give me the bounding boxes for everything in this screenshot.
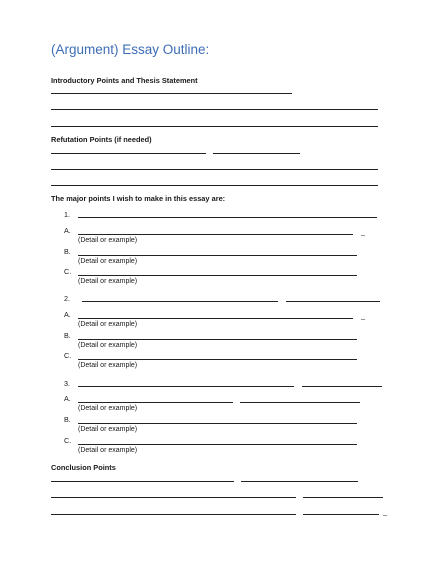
- point-3a-line-b[interactable]: [240, 402, 360, 403]
- point-1c-detail: (Detail or example): [78, 278, 138, 285]
- point-1b-marker: B.: [64, 247, 71, 256]
- point-3-number: 3.: [64, 379, 70, 388]
- point-3a-line-a[interactable]: [78, 402, 233, 403]
- point-3c-marker: C.: [64, 436, 72, 445]
- point-3-line-a[interactable]: [78, 386, 294, 387]
- point-2a-marker: A.: [64, 310, 71, 319]
- point-1a-detail: (Detail or example): [78, 237, 138, 244]
- point-2c-line[interactable]: [78, 359, 357, 360]
- point-2c-detail: (Detail or example): [78, 362, 138, 369]
- conclusion-dash: _: [383, 507, 387, 516]
- refutation-heading: Refutation Points (if needed): [51, 135, 152, 144]
- point-2-line-a[interactable]: [82, 301, 278, 302]
- refutation-line-1b[interactable]: [213, 153, 300, 154]
- conclusion-line-1b[interactable]: [241, 481, 358, 482]
- point-3b-line[interactable]: [78, 423, 357, 424]
- conclusion-line-1a[interactable]: [51, 481, 234, 482]
- intro-line-3[interactable]: [51, 126, 378, 127]
- point-2b-line[interactable]: [78, 339, 357, 340]
- point-3c-line[interactable]: [78, 444, 357, 445]
- point-3b-marker: B.: [64, 415, 71, 424]
- point-2b-marker: B.: [64, 331, 71, 340]
- point-1a-line[interactable]: [78, 234, 353, 235]
- point-1a-dash: _: [361, 227, 365, 236]
- point-2a-line[interactable]: [78, 318, 353, 319]
- point-1b-line[interactable]: [78, 255, 357, 256]
- conclusion-line-3b[interactable]: [303, 514, 379, 515]
- conclusion-heading: Conclusion Points: [51, 463, 116, 472]
- point-3a-detail: (Detail or example): [78, 405, 138, 412]
- point-1-number: 1.: [64, 210, 70, 219]
- point-1c-line[interactable]: [78, 275, 357, 276]
- point-2-number: 2.: [64, 294, 70, 303]
- refutation-line-3[interactable]: [51, 185, 378, 186]
- point-1b-detail: (Detail or example): [78, 258, 138, 265]
- major-heading: The major points I wish to make in this essay are:: [51, 194, 226, 203]
- intro-line-1[interactable]: [51, 93, 292, 94]
- refutation-line-1a[interactable]: [51, 153, 206, 154]
- conclusion-line-3a[interactable]: [51, 514, 296, 515]
- point-1-line[interactable]: [78, 217, 377, 218]
- point-3a-marker: A.: [64, 394, 71, 403]
- point-2c-marker: C.: [64, 351, 72, 360]
- point-3b-detail: (Detail or example): [78, 426, 138, 433]
- conclusion-line-2a[interactable]: [51, 497, 296, 498]
- point-1a-marker: A.: [64, 226, 71, 235]
- point-2a-detail: (Detail or example): [78, 321, 138, 328]
- page-title: (Argument) Essay Outline:: [51, 42, 210, 57]
- point-2a-dash: _: [361, 311, 365, 320]
- point-1c-marker: C.: [64, 267, 72, 276]
- point-2b-detail: (Detail or example): [78, 342, 138, 349]
- point-3c-detail: (Detail or example): [78, 447, 138, 454]
- point-3-line-b[interactable]: [302, 386, 382, 387]
- conclusion-line-2b[interactable]: [303, 497, 383, 498]
- intro-heading: Introductory Points and Thesis Statement: [51, 76, 198, 85]
- intro-line-2[interactable]: [51, 109, 378, 110]
- refutation-line-2[interactable]: [51, 169, 378, 170]
- point-2-line-b[interactable]: [286, 301, 380, 302]
